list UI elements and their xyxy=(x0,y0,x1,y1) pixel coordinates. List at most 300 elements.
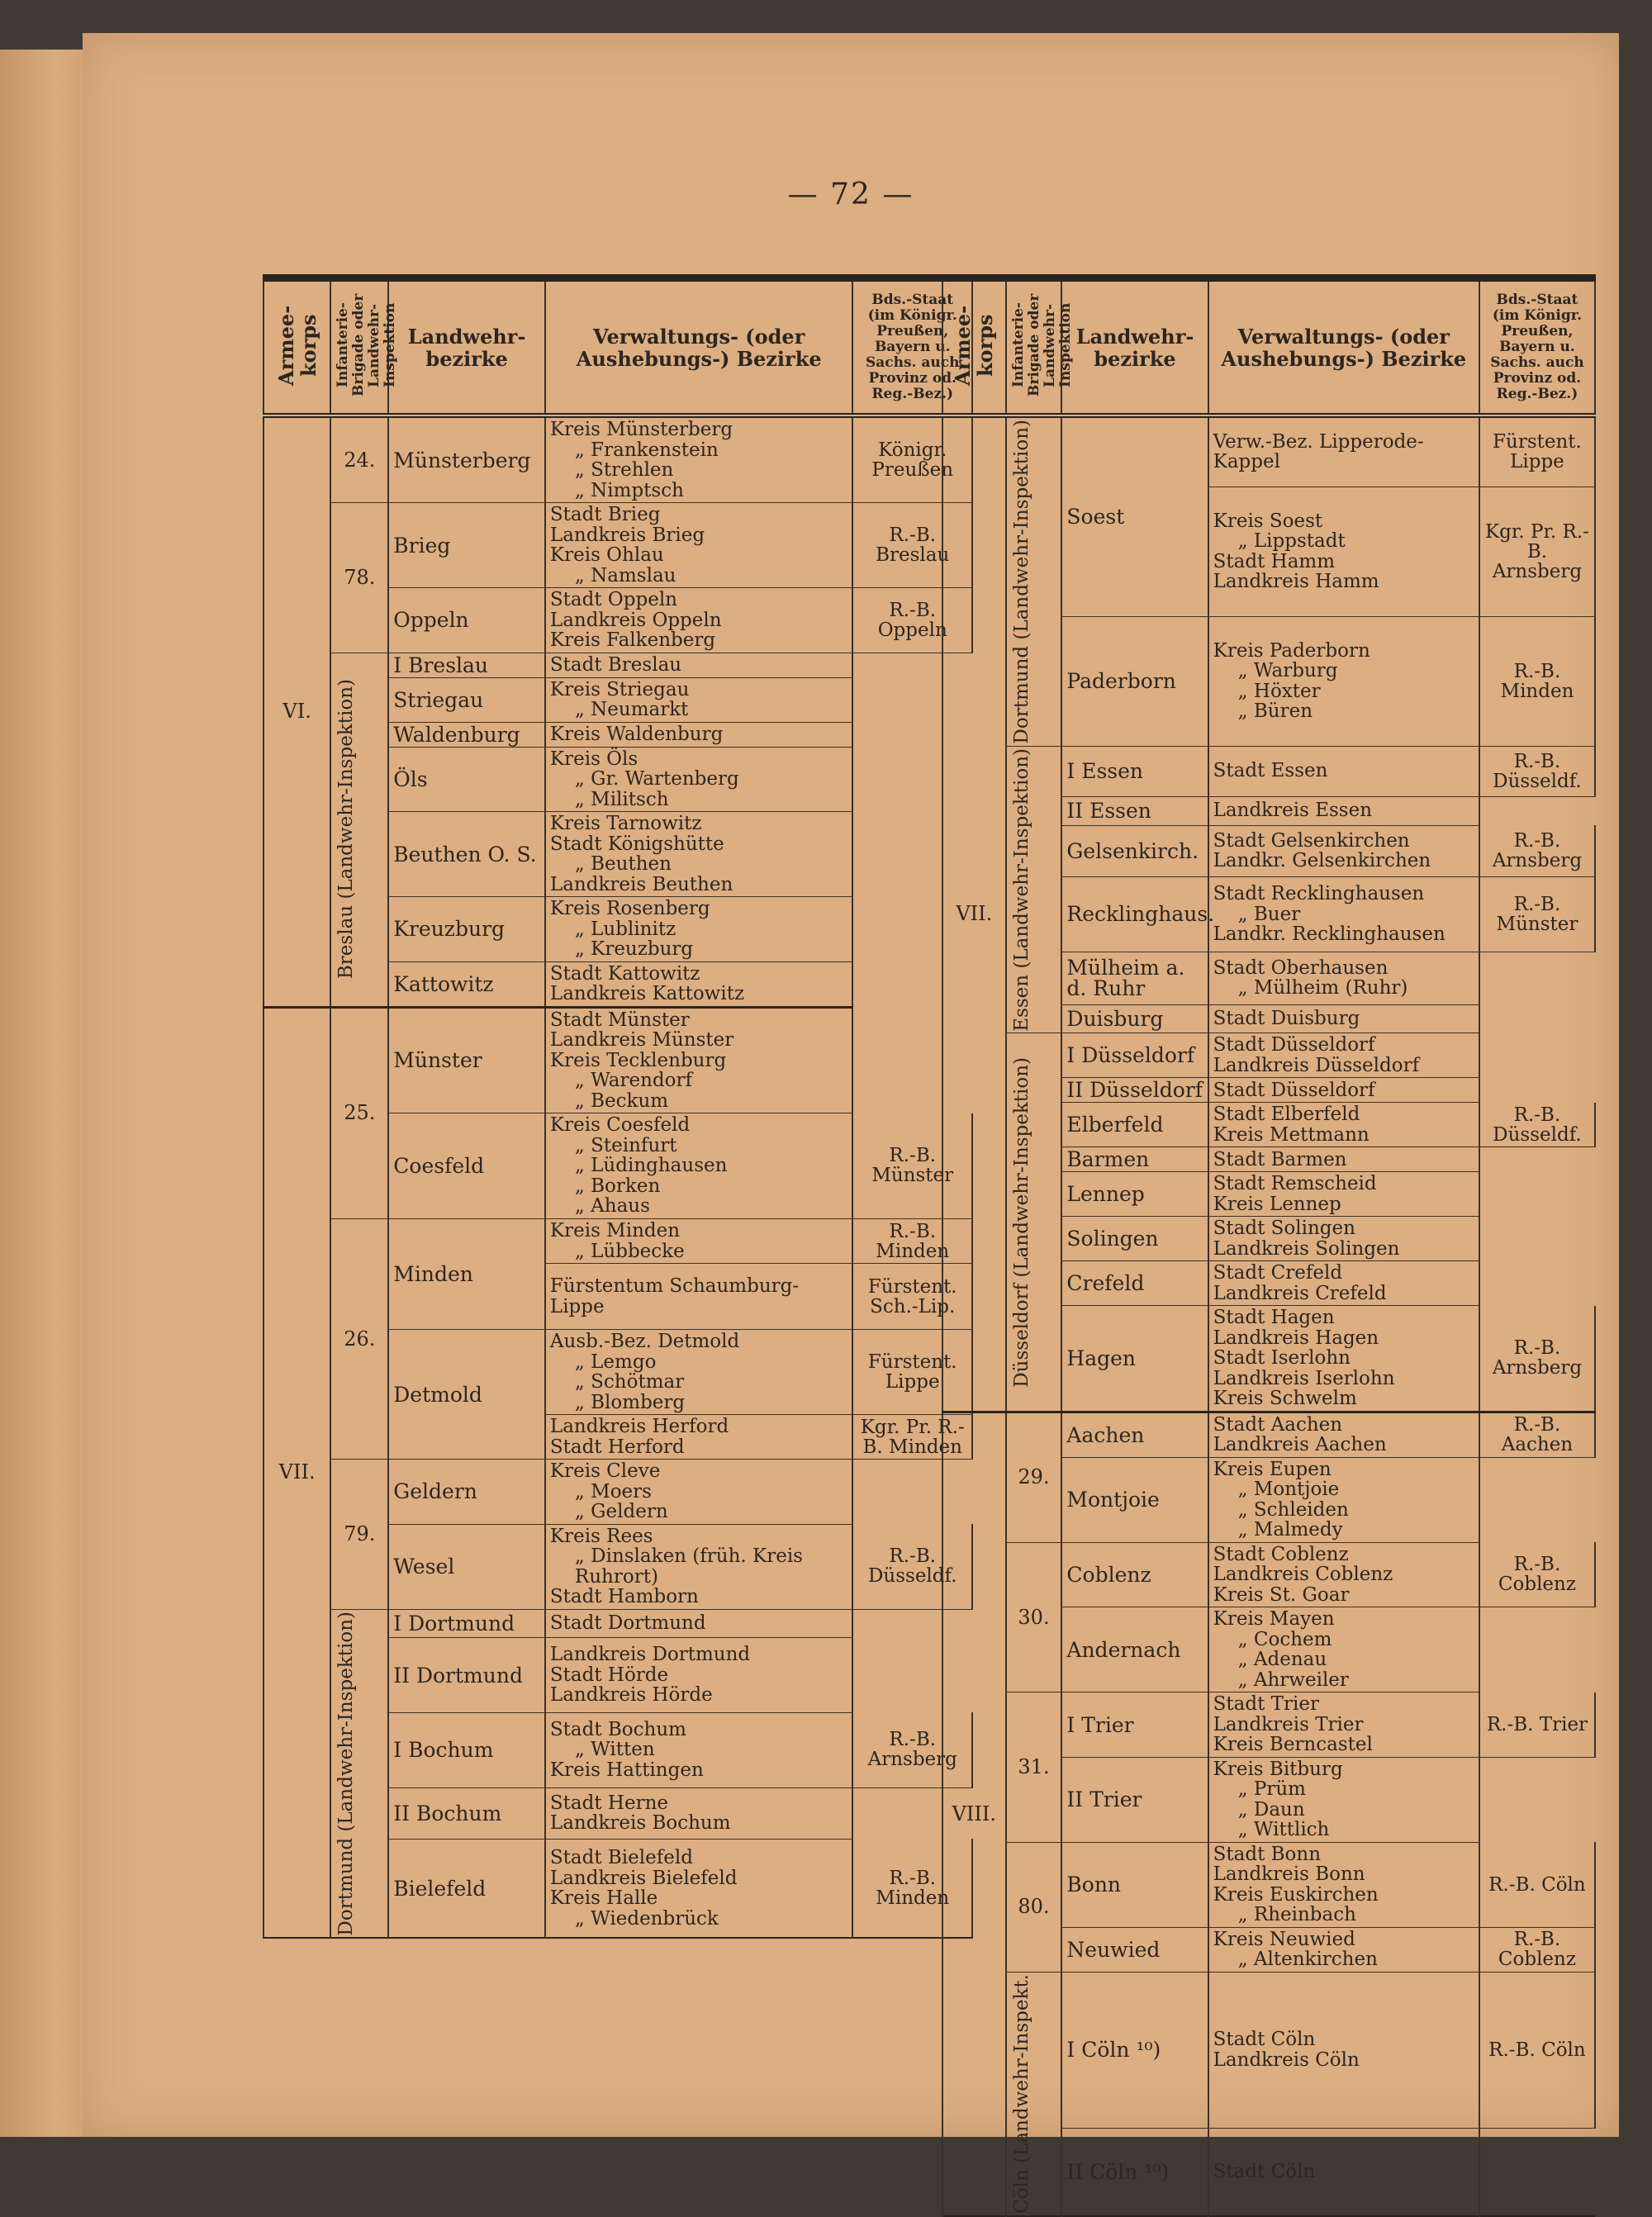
verwaltungsbezirk-line: Kreis Münsterberg xyxy=(549,419,733,440)
verwaltungsbezirk-line: „ Altenkirchen xyxy=(1237,1949,1378,1971)
verwaltungsbezirke xyxy=(545,747,853,812)
landwehr-bezirk: Bielefeld xyxy=(388,1839,545,1938)
corps-number: VII. xyxy=(942,415,1006,1412)
verwaltungsbezirke xyxy=(545,588,853,653)
landwehr-bezirk: Bonn xyxy=(1061,1842,1208,1927)
verwaltungsbezirk-line: „ Militsch xyxy=(574,788,669,810)
verwaltungsbezirk-line: „ Malmedy xyxy=(1237,1519,1343,1541)
verwaltungsbezirke xyxy=(545,1330,853,1415)
verwaltungsbezirk-line: Landkreis Hamm xyxy=(1213,571,1379,593)
verwaltungsbezirk-line: Landkreis Bielefeld xyxy=(549,1867,738,1889)
verwaltungsbezirk-line: Landkreis Münster xyxy=(549,1029,734,1051)
verwaltungsbezirke xyxy=(1208,1412,1479,1457)
verwaltungsbezirk-line: Landkreis Herford xyxy=(549,1416,729,1437)
landwehr-bezirk: Soest xyxy=(1061,415,1208,616)
verwaltungsbezirk-line: Kreis Mettmann xyxy=(1213,1123,1370,1146)
landwehr-bezirk: II Essen xyxy=(1061,796,1208,825)
table-row xyxy=(942,1972,1595,2128)
verwaltungsbezirk-line: Ausb.-Bez. Detmold xyxy=(549,1331,740,1352)
inspection-label xyxy=(330,653,388,1007)
verwaltungsbezirk-line: „ Montjoie xyxy=(1237,1479,1340,1501)
landwehr-bezirk: Coblenz xyxy=(1061,1542,1208,1607)
bundesstaat: R.-B. Coblenz xyxy=(1479,1927,1595,1972)
verwaltungsbezirk-line: „ Schötmar xyxy=(574,1371,685,1393)
verwaltungsbezirk-line: „ Dinslaken (früh. Kreis Ruhrort) xyxy=(574,1545,803,1588)
verwaltungsbezirk-line: Kreis Coesfeld xyxy=(549,1114,691,1137)
verwaltungsbezirk-line: Stadt Crefeld xyxy=(1213,1262,1343,1284)
verwaltungsbezirk-line: Landkr. Recklinghausen xyxy=(1213,923,1446,946)
table-row xyxy=(942,746,1595,796)
verwaltungsbezirk-line: „ Schleiden xyxy=(1237,1498,1349,1521)
bundesstaat: R.-B. Trier xyxy=(1479,1692,1595,1758)
verwaltungsbezirk-line: Kreis Lennep xyxy=(1213,1193,1341,1215)
header-verwaltung: Verwaltungs- (oder Aushebungs-) Bezirke xyxy=(545,278,853,416)
verwaltungsbezirk-line: Kreis Tecklenburg xyxy=(549,1049,727,1071)
header-landwehr: Landwehr-bezirke xyxy=(1061,278,1208,416)
verwaltungsbezirke xyxy=(1208,1147,1479,1172)
inspection-label-text: Breslau (Landwehr-Inspektion) xyxy=(335,679,358,980)
verwaltungsbezirk-line: „ Namslau xyxy=(574,564,676,586)
verwaltungsbezirk-line: Landkreis Hörde xyxy=(549,1684,713,1707)
landwehr-bezirk: Waldenburg xyxy=(388,722,545,747)
brigade-number: 31. xyxy=(1006,1692,1062,1843)
landwehr-bezirk: II Bochum xyxy=(388,1787,545,1839)
verwaltungsbezirk-line: Kreis Öls xyxy=(549,748,638,770)
landwehr-bezirk: Neuwied xyxy=(1061,1927,1208,1972)
verwaltungsbezirk-line: „ Beuthen xyxy=(574,853,672,875)
verwaltungsbezirk-line: „ Büren xyxy=(1237,700,1313,723)
verwaltungsbezirk-line: Stadt Düsseldorf xyxy=(1213,1034,1375,1056)
verwaltungsbezirke xyxy=(1208,825,1479,876)
verwaltungsbezirk-line: Landkreis Beuthen xyxy=(549,873,733,895)
verwaltungsbezirke xyxy=(1208,952,1479,1004)
verwaltungsbezirk-line: Landkreis Kattowitz xyxy=(549,983,745,1004)
landwehr-bezirk: Recklinghaus. xyxy=(1061,877,1208,952)
verwaltungsbezirk-line: Stadt Dortmund xyxy=(549,1612,706,1635)
landwehr-bezirk: II Trier xyxy=(1061,1757,1208,1842)
verwaltungsbezirk-line: „ Witten xyxy=(574,1739,655,1761)
verwaltungsbezirk-line: Stadt Cöln xyxy=(1213,2160,1316,2182)
verwaltungsbezirke xyxy=(545,1219,853,1264)
verwaltungsbezirke xyxy=(545,1415,853,1460)
header-verwaltung: Verwaltungs- (oder Aushebungs-) Bezirke xyxy=(1208,278,1479,416)
verwaltungsbezirk-line: Stadt Herne xyxy=(549,1792,668,1814)
verwaltungsbezirke xyxy=(545,1524,853,1609)
verwaltungsbezirke xyxy=(545,1839,853,1938)
landwehr-bezirk: Elberfeld xyxy=(1061,1103,1208,1147)
landwehr-bezirk: II Cöln ¹⁰) xyxy=(1061,2128,1208,2216)
inspection-label xyxy=(1006,1033,1062,1412)
verwaltungsbezirk-line: Landkreis Solingen xyxy=(1213,1237,1400,1260)
verwaltungsbezirk-line: Stadt Hamm xyxy=(1213,550,1336,572)
landwehr-bezirk: I Düsseldorf xyxy=(1061,1033,1208,1078)
verwaltungsbezirk-line: „ Ahaus xyxy=(574,1195,650,1218)
landwehr-bezirk: Münster xyxy=(388,1007,545,1113)
verwaltungsbezirk-line: „ Ahrweiler xyxy=(1237,1669,1349,1691)
landwehr-bezirk: Gelsenkirch. xyxy=(1061,825,1208,876)
bundesstaat: R.-B. Aachen xyxy=(1479,1412,1595,1457)
verwaltungsbezirk-line: Kreis Schwelm xyxy=(1213,1388,1357,1410)
verwaltungsbezirk-line: Stadt Duisburg xyxy=(1213,1008,1360,1030)
verwaltungsbezirk-line: Kreis Eupen xyxy=(1213,1458,1332,1480)
bundesstaat: R.-B. Minden xyxy=(852,1839,972,1938)
landwehr-bezirk: Aachen xyxy=(1061,1412,1208,1457)
verwaltungsbezirk-line: Stadt Oppeln xyxy=(549,589,677,610)
verwaltungsbezirke xyxy=(1208,2128,1479,2216)
bundesstaat: R.-B. Münster xyxy=(852,1113,972,1219)
verwaltungsbezirk-line: Kreis St. Goar xyxy=(1213,1583,1350,1606)
verwaltungsbezirk-line: „ Lublinitz xyxy=(574,918,676,940)
verwaltungsbezirke xyxy=(545,897,853,962)
brigade-number: 29. xyxy=(1006,1412,1062,1542)
verwaltungsbezirke xyxy=(1208,1033,1479,1078)
landwehr-bezirk: Paderborn xyxy=(1061,616,1208,746)
table-row xyxy=(263,653,972,677)
landwehr-bezirk: I Essen xyxy=(1061,746,1208,796)
verwaltungsbezirk-line: „ Wiedenbrück xyxy=(574,1907,719,1930)
verwaltungsbezirk-line: Stadt Solingen xyxy=(1213,1218,1355,1240)
inspection-label-text: Dortmund (Landwehr-Inspektion) xyxy=(1010,420,1032,744)
bundesstaat: R.-B. Minden xyxy=(1479,616,1595,746)
verwaltungsbezirk-line: Stadt Barmen xyxy=(1213,1148,1347,1170)
bundesstaat: R.-B. Arnsberg xyxy=(1479,1306,1595,1412)
landwehr-bezirk: Hagen xyxy=(1061,1306,1208,1412)
verwaltungsbezirk-line: Landkreis Coblenz xyxy=(1213,1564,1393,1586)
brigade-number: 24. xyxy=(330,415,388,503)
verwaltungsbezirke xyxy=(1208,1692,1479,1758)
verwaltungsbezirk-line: Kreis Soest xyxy=(1213,510,1323,532)
verwaltungsbezirk-line: Stadt Münster xyxy=(549,1009,690,1031)
verwaltungsbezirke xyxy=(545,722,853,747)
verwaltungsbezirk-line: Kreis Hattingen xyxy=(549,1759,704,1781)
verwaltungsbezirke xyxy=(1208,1261,1479,1306)
verwaltungsbezirk-line: „ Gr. Wartenberg xyxy=(574,768,739,790)
landwehr-bezirk: Barmen xyxy=(1061,1147,1208,1172)
bundesstaat: R.-B. Cöln xyxy=(1479,1842,1595,1927)
verwaltungsbezirk-line: Kreis Striegau xyxy=(549,678,690,700)
verwaltungsbezirke xyxy=(545,1787,853,1839)
landwehr-bezirk: I Breslau xyxy=(388,653,545,677)
verwaltungsbezirk-line: Stadt Remscheid xyxy=(1213,1173,1377,1195)
verwaltungsbezirke xyxy=(545,812,853,897)
corps-number: VII. xyxy=(263,1007,330,1938)
bundesstaat: R.-B. Cöln xyxy=(1479,1972,1595,2128)
header-armeekorps: Armee-korps xyxy=(942,278,1006,416)
verwaltungsbezirk-line: Stadt Trier xyxy=(1213,1693,1319,1716)
landwehr-bezirk: Andernach xyxy=(1061,1607,1208,1692)
verwaltungsbezirk-line: Kreis Ohlau xyxy=(549,544,664,566)
landwehr-bezirk: Kattowitz xyxy=(388,961,545,1007)
verwaltungsbezirk-line: Landkreis Düsseldorf xyxy=(1213,1054,1420,1076)
verwaltungsbezirk-line: „ Warburg xyxy=(1237,660,1338,682)
verwaltungsbezirk-line: Stadt Essen xyxy=(1213,760,1328,782)
landwehr-bezirk: I Cöln ¹⁰) xyxy=(1061,1972,1208,2128)
verwaltungsbezirk-line: Landkreis Aachen xyxy=(1213,1434,1387,1456)
landwehr-bezirk: Lennep xyxy=(1061,1172,1208,1217)
header-landwehr: Landwehr-bezirke xyxy=(388,278,545,416)
verwaltungsbezirk-line: Landkreis Oppeln xyxy=(549,609,722,631)
verwaltungsbezirke xyxy=(545,1007,853,1113)
verwaltungsbezirk-line: „ Adenau xyxy=(1237,1649,1327,1671)
verwaltungsbezirke xyxy=(1208,1004,1479,1033)
brigade-number: 79. xyxy=(330,1460,388,1610)
verwaltungsbezirk-line: Kreis Minden xyxy=(549,1220,681,1241)
verwaltungsbezirke xyxy=(1208,1542,1479,1607)
verwaltungsbezirk-line: Kreis Tarnowitz xyxy=(549,813,702,834)
book-page xyxy=(83,33,1619,2214)
verwaltungsbezirke xyxy=(545,653,853,677)
verwaltungsbezirk-line: „ Neumarkt xyxy=(574,699,689,720)
verwaltungsbezirke xyxy=(1208,796,1479,825)
landwehr-bezirk: Wesel xyxy=(388,1524,545,1609)
bundesstaat: R.-B. Münster xyxy=(1479,877,1595,952)
verwaltungsbezirke xyxy=(545,961,853,1007)
verwaltungsbezirk-line: „ Höxter xyxy=(1237,680,1321,702)
verwaltungsbezirk-line: Landkreis Bochum xyxy=(549,1812,731,1835)
verwaltungsbezirk-line: Landkreis Trier xyxy=(1213,1713,1364,1735)
verwaltungsbezirk-line: „ Daun xyxy=(1237,1798,1305,1821)
corps-number: VI. xyxy=(263,415,330,1007)
landwehr-bezirk: I Dortmund xyxy=(388,1609,545,1638)
verwaltungsbezirk-line: „ Nimptsch xyxy=(574,479,684,501)
verwaltungsbezirk-line: Stadt Coblenz xyxy=(1213,1543,1349,1565)
verwaltungsbezirk-line: „ Buer xyxy=(1237,903,1301,925)
verwaltungsbezirk-line: „ Geldern xyxy=(574,1501,668,1522)
page-number: — 72 — xyxy=(787,178,914,211)
inspection-label xyxy=(1006,415,1062,746)
brigade-number: 25. xyxy=(330,1007,388,1219)
corps-number: VIII. xyxy=(942,1412,1006,2215)
verwaltungsbezirke xyxy=(1208,1172,1479,1217)
inspection-label xyxy=(330,1609,388,1938)
brigade-number: 30. xyxy=(1006,1542,1062,1692)
table-row xyxy=(263,415,972,503)
landwehr-bezirk: I Bochum xyxy=(388,1712,545,1787)
bundesstaat: R.-B. Minden xyxy=(852,1219,972,1264)
verwaltungsbezirk-line: Stadt Hagen xyxy=(1213,1307,1335,1329)
landwehr-bezirk: Minden xyxy=(388,1219,545,1330)
verwaltungsbezirk-line: „ Steinfurt xyxy=(574,1134,677,1156)
brigade-number: 80. xyxy=(1006,1842,1062,1972)
landwehr-bezirk: Solingen xyxy=(1061,1217,1208,1261)
verwaltungsbezirke xyxy=(545,1460,853,1525)
verwaltungsbezirke xyxy=(545,1113,853,1219)
bundesstaat: R.-B. Breslau xyxy=(852,503,972,588)
verwaltungsbezirke xyxy=(1208,616,1479,746)
landwehr-bezirk: Beuthen O. S. xyxy=(388,812,545,897)
verwaltungsbezirke xyxy=(545,677,853,722)
verwaltungsbezirke xyxy=(1208,1927,1479,1972)
verwaltungsbezirk-line: Landkreis Essen xyxy=(1213,800,1373,822)
table-row xyxy=(263,1609,972,1638)
verwaltungsbezirk-line: Kreis Halle xyxy=(549,1887,658,1910)
verwaltungsbezirk-line: „ Kreuzburg xyxy=(574,938,694,960)
verwaltungsbezirke xyxy=(1208,1757,1479,1842)
verwaltungsbezirke xyxy=(1208,1457,1479,1542)
bundesstaat: R.-B. Coblenz xyxy=(1479,1542,1595,1607)
table-row xyxy=(263,1219,972,1264)
verwaltungsbezirk-line: Stadt Elberfeld xyxy=(1213,1104,1360,1126)
bundesstaat: R.-B. Düsseldf. xyxy=(1479,1103,1595,1147)
verwaltungsbezirke xyxy=(1208,1217,1479,1261)
landwehr-bezirk: Geldern xyxy=(388,1460,545,1525)
landwehr-bezirk: Münsterberg xyxy=(388,415,545,503)
verwaltungsbezirk-line: „ Blomberg xyxy=(574,1391,686,1413)
landwehr-bezirk: Crefeld xyxy=(1061,1261,1208,1306)
verwaltungsbezirke xyxy=(545,1638,853,1713)
verwaltungsbezirke xyxy=(1208,877,1479,952)
verwaltungsbezirke xyxy=(1208,1306,1479,1412)
verwaltungsbezirk-line: Verw.-Bez. Lipperode-Kappel xyxy=(1213,430,1424,473)
header-staat: Bds.-Staat (im Königr. Preußen, Bayern u. Sachs. auch Provinz od. Reg.-Bez.) xyxy=(852,278,972,416)
bundesstaat: R.-B. Arnsberg xyxy=(852,1712,972,1787)
table-row xyxy=(263,503,972,588)
bundesstaat: R.-B. Düsseldf. xyxy=(1479,746,1595,796)
landwehr-bezirk: Oppeln xyxy=(388,588,545,653)
verwaltungsbezirk-line: „ Lemgo xyxy=(574,1351,657,1373)
left-table xyxy=(263,274,973,1939)
landwehr-bezirk: Detmold xyxy=(388,1330,545,1460)
bundesstaat: Fürstent. Lippe xyxy=(852,1330,972,1415)
verwaltungsbezirk-line: Kreis Rosenberg xyxy=(549,898,710,919)
verwaltungsbezirke xyxy=(545,1264,853,1330)
verwaltungsbezirk-line: „ Wittlich xyxy=(1237,1819,1330,1841)
landwehr-bezirk: II Dortmund xyxy=(388,1638,545,1713)
header-brigade: Infanterie-Brigade oder Landwehr-Inspektion xyxy=(330,278,388,416)
verwaltungsbezirk-line: Stadt Oberhausen xyxy=(1213,957,1389,979)
verwaltungsbezirke xyxy=(1208,415,1479,487)
verwaltungsbezirk-line: „ Beckum xyxy=(574,1090,669,1112)
verwaltungsbezirk-line: Stadt Breslau xyxy=(549,653,682,676)
brigade-number: 26. xyxy=(330,1219,388,1460)
verwaltungsbezirk-line: Stadt Recklinghausen xyxy=(1213,883,1425,905)
verwaltungsbezirk-line: Kreis Mayen xyxy=(1213,1608,1335,1631)
inspection-label-text: Essen (Landwehr-Inspektion) xyxy=(1010,748,1032,1032)
bundesstaat: Fürstent. Lippe xyxy=(1479,415,1595,487)
verwaltungsbezirk-line: Stadt Bochum xyxy=(549,1718,686,1740)
verwaltungsbezirk-line: Landkr. Gelsenkirchen xyxy=(1213,850,1431,872)
table-row xyxy=(942,415,1595,487)
brigade-number: 78. xyxy=(330,503,388,653)
verwaltungsbezirke xyxy=(1208,1842,1479,1927)
verwaltungsbezirke xyxy=(1208,1103,1479,1147)
verwaltungsbezirk-line: „ Cochem xyxy=(1237,1628,1332,1650)
verwaltungsbezirk-line: „ Mülheim (Ruhr) xyxy=(1237,977,1408,999)
landwehr-bezirk: II Düsseldorf xyxy=(1061,1078,1208,1103)
verwaltungsbezirk-line: Kreis Paderborn xyxy=(1213,639,1370,662)
verwaltungsbezirk-line: Landkreis Hagen xyxy=(1213,1327,1379,1349)
verwaltungsbezirk-line: „ Prüm xyxy=(1237,1778,1306,1801)
verwaltungsbezirke xyxy=(1208,1972,1479,2128)
verwaltungsbezirk-line: Kreis Falkenberg xyxy=(549,629,716,651)
left-header-row xyxy=(263,278,972,416)
inspection-label-text: Dortmund (Landwehr-Inspektion) xyxy=(335,1611,358,1936)
verwaltungsbezirk-line: Stadt Herford xyxy=(549,1436,685,1458)
verwaltungsbezirk-line: Landkreis Bonn xyxy=(1213,1863,1365,1886)
verwaltungsbezirk-line: Stadt Königshütte xyxy=(549,833,724,855)
verwaltungsbezirke xyxy=(1208,487,1479,616)
bundesstaat: R.-B. Arnsberg xyxy=(1479,825,1595,876)
right-header-row xyxy=(942,278,1595,416)
verwaltungsbezirk-line: „ Rheinbach xyxy=(1237,1904,1356,1926)
verwaltungsbezirk-line: Fürstentum Schaumburg-Lippe xyxy=(549,1275,800,1317)
table-row xyxy=(263,1007,972,1113)
verwaltungsbezirke xyxy=(545,1712,853,1787)
verwaltungsbezirk-line: Landkreis Brieg xyxy=(549,524,705,546)
verwaltungsbezirk-line: Landkreis Iserlohn xyxy=(1213,1367,1395,1389)
verwaltungsbezirk-line: „ Lippstadt xyxy=(1237,530,1346,553)
inspection-label-text: Düsseldorf (Landwehr-Inspektion) xyxy=(1010,1056,1032,1388)
verwaltungsbezirk-line: Stadt Iserlohn xyxy=(1213,1347,1351,1370)
header-armeekorps: Armee-korps xyxy=(263,278,330,416)
table-row xyxy=(263,1460,972,1525)
landwehr-bezirk: Duisburg xyxy=(1061,1004,1208,1033)
table-row xyxy=(942,1542,1595,1607)
inspection-label-text: Cöln (Landwehr-Inspekt. xyxy=(1010,1973,1032,2214)
verwaltungsbezirk-line: Kreis Cleve xyxy=(549,1460,661,1482)
header-brigade: Infanterie-Brigade oder Landwehr-Inspektion xyxy=(1006,278,1062,416)
bundesstaat: R.-B. Oppeln xyxy=(852,588,972,653)
bundesstaat: Kgr. Pr. R.-B. Arnsberg xyxy=(1479,487,1595,616)
verwaltungsbezirke xyxy=(1208,1607,1479,1692)
landwehr-bezirk: Coesfeld xyxy=(388,1113,545,1219)
bundesstaat: Kgr. Pr. R.-B. Minden xyxy=(852,1415,972,1460)
bundesstaat: Königr. Preußen xyxy=(852,415,972,503)
verwaltungsbezirk-line: Stadt Kattowitz xyxy=(549,962,700,985)
verwaltungsbezirk-line: Landkreis Cöln xyxy=(1213,2048,1360,2071)
verwaltungsbezirk-line: Kreis Berncastel xyxy=(1213,1734,1373,1756)
verwaltungsbezirk-line: „ Frankenstein xyxy=(574,439,719,461)
landwehr-bezirk: Striegau xyxy=(388,677,545,722)
verwaltungsbezirk-line: „ Lübbecke xyxy=(574,1240,685,1262)
landwehr-bezirk: Mülheim a. d. Ruhr xyxy=(1061,952,1208,1004)
verwaltungsbezirk-line: Stadt Bielefeld xyxy=(549,1847,693,1869)
table-row xyxy=(942,1033,1595,1078)
header-staat: Bds.-Staat (im Königr. Preußen, Bayern u. Sachs. auch Provinz od. Reg.-Bez.) xyxy=(1479,278,1595,416)
verwaltungsbezirk-line: Stadt Cöln xyxy=(1213,2029,1316,2051)
verwaltungsbezirk-line: Kreis Neuwied xyxy=(1213,1928,1355,1950)
verwaltungsbezirk-line: Stadt Düsseldorf xyxy=(1213,1079,1375,1101)
verwaltungsbezirk-line: Stadt Brieg xyxy=(549,504,661,525)
verwaltungsbezirk-line: Kreis Bitburg xyxy=(1213,1758,1343,1780)
table-row xyxy=(942,1412,1595,1457)
verwaltungsbezirke xyxy=(1208,1078,1479,1103)
verwaltungsbezirk-line: „ Warendorf xyxy=(574,1070,692,1091)
verwaltungsbezirk-line: Stadt Hörde xyxy=(549,1664,669,1686)
inspection-label xyxy=(1006,746,1062,1033)
table-row xyxy=(942,1842,1595,1927)
landwehr-bezirk: Montjoie xyxy=(1061,1457,1208,1542)
verwaltungsbezirke xyxy=(545,503,853,588)
verwaltungsbezirk-line: Landkreis Crefeld xyxy=(1213,1282,1387,1304)
landwehr-bezirk: Brieg xyxy=(388,503,545,588)
bundesstaat: Fürstent. Sch.-Lip. xyxy=(852,1264,972,1330)
right-table xyxy=(942,274,1596,2217)
bundesstaat: R.-B. Düsseldf. xyxy=(852,1524,972,1609)
table-row xyxy=(942,1692,1595,1758)
landwehr-bezirk: I Trier xyxy=(1061,1692,1208,1758)
verwaltungsbezirk-line: Stadt Hamborn xyxy=(549,1586,699,1607)
landwehr-bezirk: Kreuzburg xyxy=(388,897,545,962)
landwehr-bezirk: Öls xyxy=(388,747,545,812)
verwaltungsbezirk-line: Kreis Waldenburg xyxy=(549,723,724,745)
verwaltungsbezirk-line: „ Lüdinghausen xyxy=(574,1155,728,1177)
verwaltungsbezirk-line: „ Strehlen xyxy=(574,459,674,481)
verwaltungsbezirke xyxy=(1208,746,1479,796)
inspection-label xyxy=(1006,1972,1062,2215)
verwaltungsbezirke xyxy=(545,415,853,503)
verwaltungsbezirk-line: Kreis Rees xyxy=(549,1525,653,1547)
